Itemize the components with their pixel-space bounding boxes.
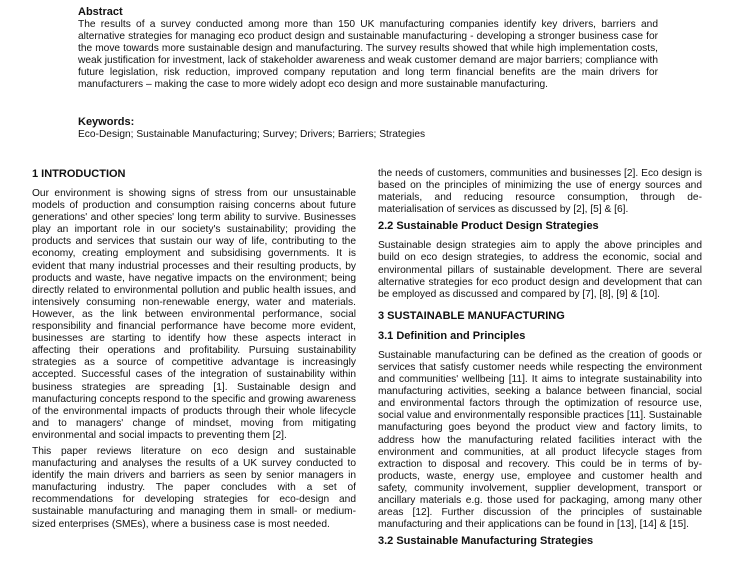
section-2-2-heading: 2.2 Sustainable Product Design Strategies (378, 220, 599, 233)
abstract-text: The results of a survey conducted among more than 150 UK manufacturing companies identify key drivers, barriers and alternative strategies for managing eco product design and sustainable manufacturing - developing a stronger business case for the move towards more sustainable design and manufacturing. The survey results showed that while high implementation costs, weak justification for investment, lack of stakeholder awareness and weak customer demand are major barriers; compliance with future legislation, risk reduction, improved company reputation and long term financial benefits are the main drivers for manufacturers – making the case to more widely adopt eco design and more sustainable manufacturing. (78, 19, 658, 91)
keywords-text: Eco-Design; Sustainable Manufacturing; Survey; Drivers; Barriers; Strategies (78, 129, 426, 140)
introduction-paragraph-1: Our environment is showing signs of stress from our unsustainable models of production and consumption raising concerns about future generations' and other species' long term ability to survive. Businesses play an important role in our society's sustainability; providing the products and services that sustain our way of life, contributing to the economy, creating employment and subsidising governments. It is evident that many industrial processes and their resulting products, by products and waste, have negative impacts on the environment; being directly related to environmental pollution and public health issues, and intensively consuming non-renewable energy, water and materials. However, as the link between environmental performance, social responsibility and financial performance have become more evident, businesses are starting to identify how these aspects interact in affecting their operations and profitability. Pursuing sustainability strategies as a source of competitive advantage is increasingly accepted. Successful cases of the integration of sustainability within business strategies are spreading [1]. Sustainable design and manufacturing concepts respond to the specific and growing awareness of the environmental impacts of products through their whole lifecycle and to managers' change of mindset, moving from mitigating environmental and social impacts to preventing them [2]. (32, 188, 356, 441)
keywords-section (78, 116, 658, 141)
right-column (378, 168, 702, 548)
left-column (32, 168, 356, 531)
continuation-paragraph: the needs of customers, communities and businesses [2]. Eco design is based on the principles of minimizing the use of energy sources and materials, and reducing resource consumption, through de-materialisation of services as discussed by [2], [5] & [6]. (378, 168, 702, 216)
section-3-2-heading: 3.2 Sustainable Manufacturing Strategies (378, 535, 594, 548)
section-1-heading: 1 INTRODUCTION (32, 168, 126, 180)
abstract-heading: Abstract (78, 6, 123, 18)
section-3-1-heading: 3.1 Definition and Principles (378, 329, 526, 342)
abstract-section (78, 6, 658, 92)
section-2-2-text: Sustainable design strategies aim to apply the above principles and build on eco design strategies, to address the economic, social and environmental pillars of sustainable development. There are several alternative strategies for eco product design and development that can be employed as discussed and compared by [7], [8], [9] & [10]. (378, 240, 702, 300)
introduction-paragraph-2: This paper reviews literature on eco design and sustainable manufacturing and analyses the results of a UK survey conducted to identify the main drivers and barriers as seen by senior managers in manufacturing industry. The paper concludes with a set of recommendations for developing strategies for eco-design and sustainable manufacturing and managing them in small- or medium-sized enterprises (SMEs), where a business case is most needed. (32, 445, 356, 530)
keywords-heading: Keywords: (78, 116, 135, 128)
section-3-heading: 3 SUSTAINABLE MANUFACTURING (378, 309, 565, 322)
section-3-1-text: Sustainable manufacturing can be defined as the creation of goods or services that satisfy customer needs while respecting the environment and communities' wellbeing [11]. It aims to integrate sustainability into manufacturing activities, seeking a balance between financial, social and environmental factors through the optimization of resource use, social value and environmentally responsible practices [11]. Sustainable manufacturing goes beyond the product view and factory limits, to address how the manufacturing related facilities interact with the environment and communities, at all product lifecycle stages from extraction to disposal and recovery. This could be in terms of by-products, waste, energy use, employee and customer health and safety, community involvement, supplier development, transport or ancillary materials e.g. those used for packaging, among many other areas [12]. Further discussion of the principles of sustainable manufacturing and their applications can be found in [13], [14] & [15]. (378, 349, 702, 531)
